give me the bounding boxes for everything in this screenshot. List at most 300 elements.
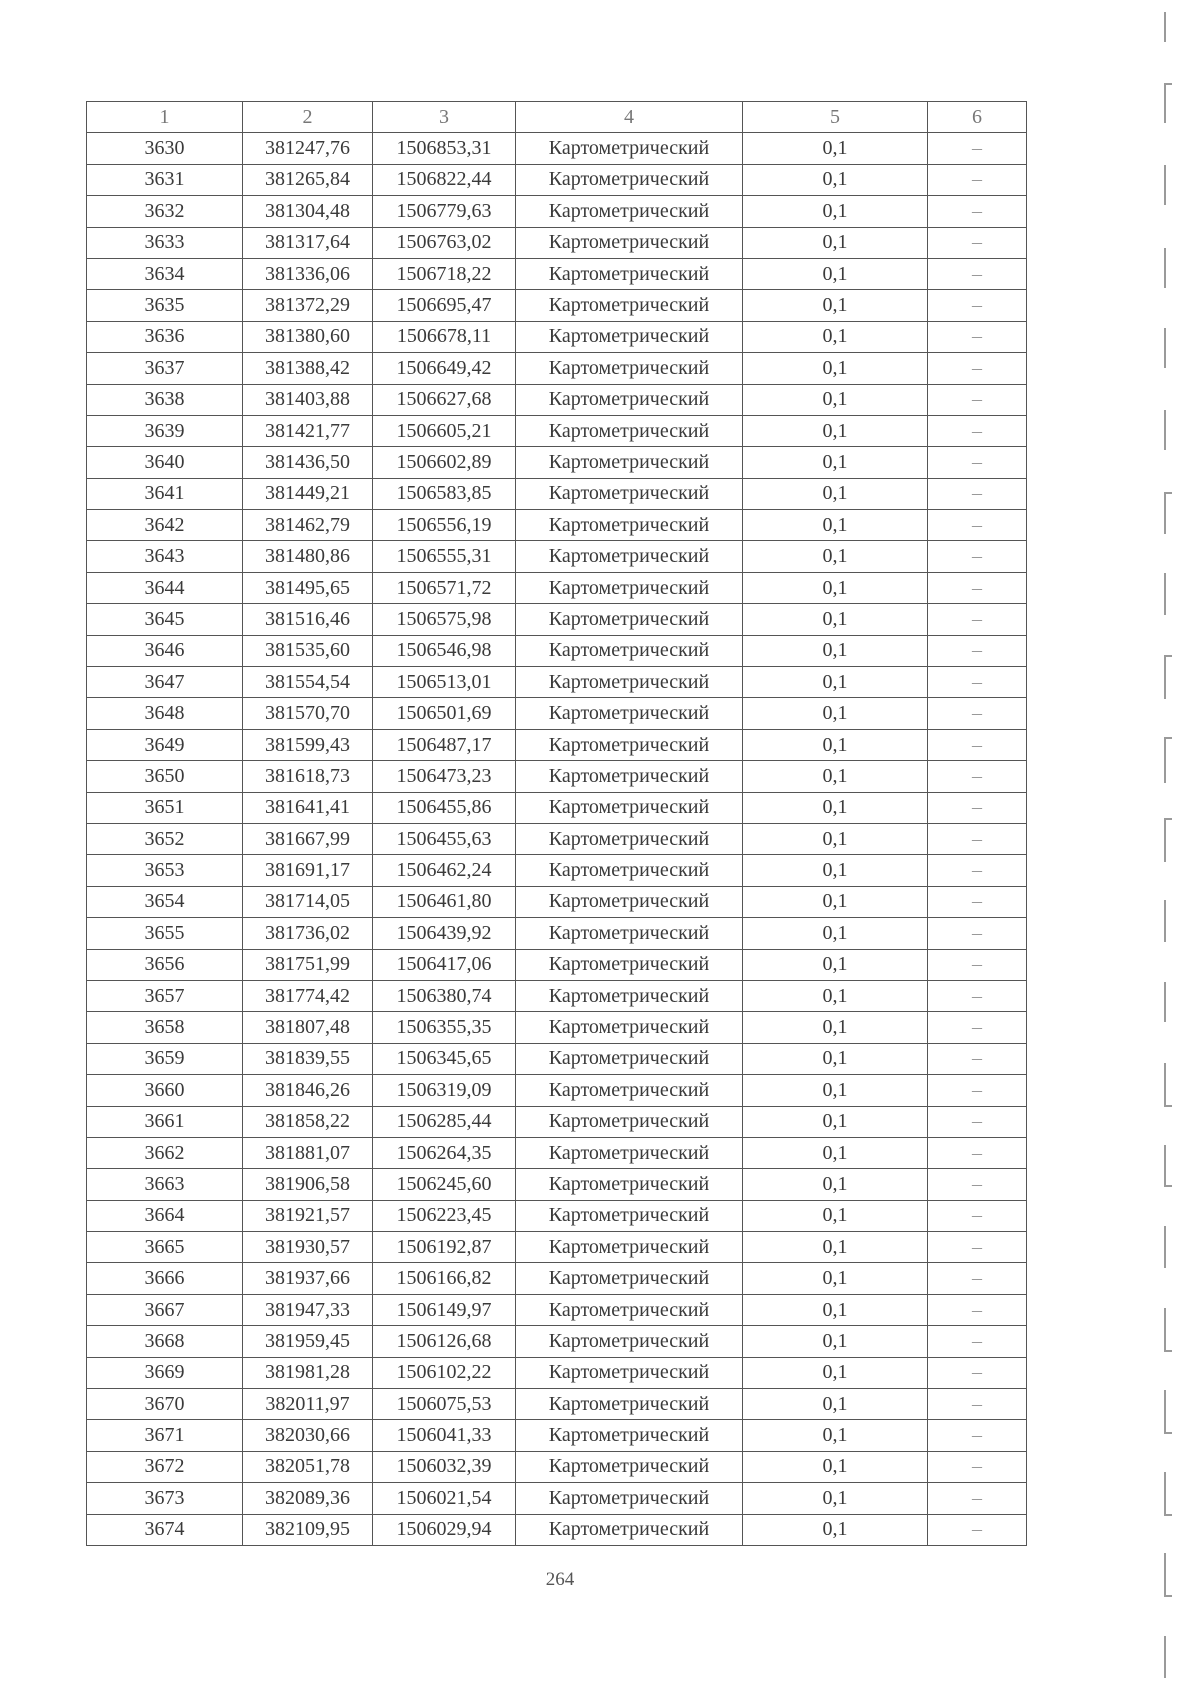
x-coordinate-cell: 381535,60 [243, 635, 373, 666]
accuracy-cell: 0,1 [743, 196, 928, 227]
margin-mark [1164, 1553, 1172, 1597]
table-row [87, 164, 1027, 195]
column-header-1: 1 [87, 102, 243, 133]
y-coordinate-cell: 1506718,22 [373, 258, 516, 289]
method-cell: Картометрический [516, 1451, 743, 1482]
x-coordinate-cell: 381599,43 [243, 729, 373, 760]
accuracy-cell: 0,1 [743, 1200, 928, 1231]
note-cell: – [928, 980, 1027, 1011]
margin-mark [1164, 1145, 1172, 1187]
point-number-cell: 3632 [87, 196, 243, 227]
note-cell: – [928, 949, 1027, 980]
table-row [87, 1012, 1027, 1043]
note-cell: – [928, 384, 1027, 415]
y-coordinate-cell: 1506032,39 [373, 1451, 516, 1482]
method-cell: Картометрический [516, 792, 743, 823]
note-cell: – [928, 227, 1027, 258]
x-coordinate-cell: 381570,70 [243, 698, 373, 729]
table-row [87, 823, 1027, 854]
table-row [87, 1169, 1027, 1200]
margin-mark [1164, 1472, 1172, 1516]
point-number-cell: 3663 [87, 1169, 243, 1200]
note-cell: – [928, 447, 1027, 478]
method-cell: Картометрический [516, 1169, 743, 1200]
column-header-2: 2 [243, 102, 373, 133]
point-number-cell: 3648 [87, 698, 243, 729]
margin-mark [1164, 1636, 1172, 1678]
table-row [87, 290, 1027, 321]
table-row [87, 133, 1027, 164]
table-row [87, 478, 1027, 509]
accuracy-cell: 0,1 [743, 447, 928, 478]
point-number-cell: 3640 [87, 447, 243, 478]
note-cell: – [928, 478, 1027, 509]
point-number-cell: 3639 [87, 415, 243, 446]
accuracy-cell: 0,1 [743, 1169, 928, 1200]
point-number-cell: 3636 [87, 321, 243, 352]
table-row [87, 1389, 1027, 1420]
x-coordinate-cell: 382030,66 [243, 1420, 373, 1451]
method-cell: Картометрический [516, 321, 743, 352]
y-coordinate-cell: 1506853,31 [373, 133, 516, 164]
method-cell: Картометрический [516, 290, 743, 321]
method-cell: Картометрический [516, 1420, 743, 1451]
table-row [87, 635, 1027, 666]
margin-mark [1164, 410, 1172, 450]
margin-mark [1164, 982, 1172, 1022]
margin-mark [1164, 83, 1172, 123]
y-coordinate-cell: 1506649,42 [373, 353, 516, 384]
y-coordinate-cell: 1506556,19 [373, 510, 516, 541]
table-row [87, 1326, 1027, 1357]
method-cell: Картометрический [516, 541, 743, 572]
y-coordinate-cell: 1506417,06 [373, 949, 516, 980]
note-cell: – [928, 1137, 1027, 1168]
accuracy-cell: 0,1 [743, 1326, 928, 1357]
margin-mark [1164, 1063, 1172, 1107]
point-number-cell: 3644 [87, 572, 243, 603]
table-header-row [87, 102, 1027, 133]
accuracy-cell: 0,1 [743, 572, 928, 603]
margin-mark [1164, 248, 1172, 288]
note-cell: – [928, 353, 1027, 384]
method-cell: Картометрический [516, 823, 743, 854]
x-coordinate-cell: 381641,41 [243, 792, 373, 823]
point-number-cell: 3633 [87, 227, 243, 258]
table-row [87, 1263, 1027, 1294]
y-coordinate-cell: 1506627,68 [373, 384, 516, 415]
y-coordinate-cell: 1506345,65 [373, 1043, 516, 1074]
x-coordinate-cell: 381317,64 [243, 227, 373, 258]
point-number-cell: 3654 [87, 886, 243, 917]
x-coordinate-cell: 381462,79 [243, 510, 373, 541]
accuracy-cell: 0,1 [743, 1012, 928, 1043]
y-coordinate-cell: 1506822,44 [373, 164, 516, 195]
accuracy-cell: 0,1 [743, 1106, 928, 1137]
note-cell: – [928, 635, 1027, 666]
point-number-cell: 3651 [87, 792, 243, 823]
y-coordinate-cell: 1506126,68 [373, 1326, 516, 1357]
point-number-cell: 3667 [87, 1294, 243, 1325]
y-coordinate-cell: 1506223,45 [373, 1200, 516, 1231]
x-coordinate-cell: 381421,77 [243, 415, 373, 446]
x-coordinate-cell: 381436,50 [243, 447, 373, 478]
accuracy-cell: 0,1 [743, 1451, 928, 1482]
note-cell: – [928, 1106, 1027, 1137]
note-cell: – [928, 1483, 1027, 1514]
table-row [87, 698, 1027, 729]
note-cell: – [928, 1043, 1027, 1074]
table-body [87, 133, 1027, 1546]
point-number-cell: 3638 [87, 384, 243, 415]
note-cell: – [928, 1389, 1027, 1420]
table-row [87, 353, 1027, 384]
x-coordinate-cell: 381774,42 [243, 980, 373, 1011]
margin-mark [1164, 12, 1172, 42]
x-coordinate-cell: 381449,21 [243, 478, 373, 509]
accuracy-cell: 0,1 [743, 761, 928, 792]
point-number-cell: 3657 [87, 980, 243, 1011]
table-row [87, 510, 1027, 541]
method-cell: Картометрический [516, 1483, 743, 1514]
table-row [87, 1294, 1027, 1325]
y-coordinate-cell: 1506149,97 [373, 1294, 516, 1325]
y-coordinate-cell: 1506075,53 [373, 1389, 516, 1420]
accuracy-cell: 0,1 [743, 886, 928, 917]
point-number-cell: 3669 [87, 1357, 243, 1388]
method-cell: Картометрический [516, 1012, 743, 1043]
y-coordinate-cell: 1506605,21 [373, 415, 516, 446]
method-cell: Картометрический [516, 949, 743, 980]
point-number-cell: 3660 [87, 1075, 243, 1106]
x-coordinate-cell: 381981,28 [243, 1357, 373, 1388]
note-cell: – [928, 729, 1027, 760]
note-cell: – [928, 196, 1027, 227]
method-cell: Картометрический [516, 604, 743, 635]
point-number-cell: 3634 [87, 258, 243, 289]
method-cell: Картометрический [516, 1294, 743, 1325]
y-coordinate-cell: 1506555,31 [373, 541, 516, 572]
y-coordinate-cell: 1506678,11 [373, 321, 516, 352]
margin-mark [1164, 818, 1172, 862]
note-cell: – [928, 1451, 1027, 1482]
y-coordinate-cell: 1506264,35 [373, 1137, 516, 1168]
note-cell: – [928, 164, 1027, 195]
x-coordinate-cell: 381380,60 [243, 321, 373, 352]
x-coordinate-cell: 381937,66 [243, 1263, 373, 1294]
y-coordinate-cell: 1506487,17 [373, 729, 516, 760]
x-coordinate-cell: 381736,02 [243, 918, 373, 949]
accuracy-cell: 0,1 [743, 729, 928, 760]
accuracy-cell: 0,1 [743, 1294, 928, 1325]
margin-mark [1164, 492, 1172, 534]
y-coordinate-cell: 1506462,24 [373, 855, 516, 886]
note-cell: – [928, 572, 1027, 603]
method-cell: Картометрический [516, 698, 743, 729]
method-cell: Картометрический [516, 447, 743, 478]
note-cell: – [928, 415, 1027, 446]
method-cell: Картометрический [516, 1106, 743, 1137]
table-row [87, 415, 1027, 446]
accuracy-cell: 0,1 [743, 667, 928, 698]
x-coordinate-cell: 381846,26 [243, 1075, 373, 1106]
y-coordinate-cell: 1506166,82 [373, 1263, 516, 1294]
method-cell: Картометрический [516, 980, 743, 1011]
table-row [87, 949, 1027, 980]
x-coordinate-cell: 382051,78 [243, 1451, 373, 1482]
coordinates-table [86, 101, 1027, 1546]
y-coordinate-cell: 1506461,80 [373, 886, 516, 917]
note-cell: – [928, 1420, 1027, 1451]
x-coordinate-cell: 381403,88 [243, 384, 373, 415]
y-coordinate-cell: 1506513,01 [373, 667, 516, 698]
note-cell: – [928, 1169, 1027, 1200]
y-coordinate-cell: 1506575,98 [373, 604, 516, 635]
point-number-cell: 3658 [87, 1012, 243, 1043]
table-row [87, 667, 1027, 698]
point-number-cell: 3671 [87, 1420, 243, 1451]
note-cell: – [928, 1514, 1027, 1545]
x-coordinate-cell: 381691,17 [243, 855, 373, 886]
accuracy-cell: 0,1 [743, 1483, 928, 1514]
method-cell: Картометрический [516, 1389, 743, 1420]
point-number-cell: 3647 [87, 667, 243, 698]
x-coordinate-cell: 381304,48 [243, 196, 373, 227]
method-cell: Картометрический [516, 635, 743, 666]
point-number-cell: 3668 [87, 1326, 243, 1357]
table-row [87, 1075, 1027, 1106]
x-coordinate-cell: 381714,05 [243, 886, 373, 917]
method-cell: Картометрический [516, 1043, 743, 1074]
x-coordinate-cell: 382109,95 [243, 1514, 373, 1545]
y-coordinate-cell: 1506102,22 [373, 1357, 516, 1388]
point-number-cell: 3643 [87, 541, 243, 572]
y-coordinate-cell: 1506546,98 [373, 635, 516, 666]
margin-mark [1164, 328, 1172, 368]
point-number-cell: 3630 [87, 133, 243, 164]
table-row [87, 1420, 1027, 1451]
note-cell: – [928, 855, 1027, 886]
method-cell: Картометрический [516, 415, 743, 446]
y-coordinate-cell: 1506695,47 [373, 290, 516, 321]
point-number-cell: 3674 [87, 1514, 243, 1545]
point-number-cell: 3656 [87, 949, 243, 980]
column-header-4: 4 [516, 102, 743, 133]
method-cell: Картометрический [516, 196, 743, 227]
note-cell: – [928, 321, 1027, 352]
accuracy-cell: 0,1 [743, 1514, 928, 1545]
table-row [87, 1106, 1027, 1137]
accuracy-cell: 0,1 [743, 1043, 928, 1074]
x-coordinate-cell: 381881,07 [243, 1137, 373, 1168]
accuracy-cell: 0,1 [743, 1075, 928, 1106]
point-number-cell: 3662 [87, 1137, 243, 1168]
method-cell: Картометрический [516, 510, 743, 541]
accuracy-cell: 0,1 [743, 698, 928, 729]
method-cell: Картометрический [516, 1326, 743, 1357]
point-number-cell: 3635 [87, 290, 243, 321]
table-row [87, 196, 1027, 227]
method-cell: Картометрический [516, 918, 743, 949]
y-coordinate-cell: 1506455,63 [373, 823, 516, 854]
note-cell: – [928, 604, 1027, 635]
table-row [87, 1514, 1027, 1545]
point-number-cell: 3661 [87, 1106, 243, 1137]
x-coordinate-cell: 381265,84 [243, 164, 373, 195]
note-cell: – [928, 667, 1027, 698]
method-cell: Картометрический [516, 227, 743, 258]
point-number-cell: 3670 [87, 1389, 243, 1420]
note-cell: – [928, 133, 1027, 164]
point-number-cell: 3652 [87, 823, 243, 854]
x-coordinate-cell: 381858,22 [243, 1106, 373, 1137]
x-coordinate-cell: 381959,45 [243, 1326, 373, 1357]
note-cell: – [928, 290, 1027, 321]
note-cell: – [928, 1232, 1027, 1263]
method-cell: Картометрический [516, 1137, 743, 1168]
y-coordinate-cell: 1506245,60 [373, 1169, 516, 1200]
accuracy-cell: 0,1 [743, 258, 928, 289]
accuracy-cell: 0,1 [743, 635, 928, 666]
table-row [87, 980, 1027, 1011]
y-coordinate-cell: 1506192,87 [373, 1232, 516, 1263]
point-number-cell: 3645 [87, 604, 243, 635]
x-coordinate-cell: 381839,55 [243, 1043, 373, 1074]
method-cell: Картометрический [516, 164, 743, 195]
accuracy-cell: 0,1 [743, 415, 928, 446]
note-cell: – [928, 698, 1027, 729]
point-number-cell: 3659 [87, 1043, 243, 1074]
note-cell: – [928, 541, 1027, 572]
table-row [87, 1483, 1027, 1514]
x-coordinate-cell: 381618,73 [243, 761, 373, 792]
note-cell: – [928, 1075, 1027, 1106]
method-cell: Картометрический [516, 886, 743, 917]
table-row [87, 1137, 1027, 1168]
table-row [87, 1357, 1027, 1388]
accuracy-cell: 0,1 [743, 918, 928, 949]
point-number-cell: 3649 [87, 729, 243, 760]
margin-mark [1164, 655, 1172, 699]
accuracy-cell: 0,1 [743, 384, 928, 415]
method-cell: Картометрический [516, 729, 743, 760]
point-number-cell: 3631 [87, 164, 243, 195]
y-coordinate-cell: 1506501,69 [373, 698, 516, 729]
margin-mark [1164, 1308, 1172, 1352]
accuracy-cell: 0,1 [743, 1232, 928, 1263]
column-header-3: 3 [373, 102, 516, 133]
method-cell: Картометрический [516, 1263, 743, 1294]
x-coordinate-cell: 381372,29 [243, 290, 373, 321]
x-coordinate-cell: 381554,54 [243, 667, 373, 698]
margin-mark [1164, 737, 1172, 783]
note-cell: – [928, 1012, 1027, 1043]
table-row [87, 321, 1027, 352]
point-number-cell: 3665 [87, 1232, 243, 1263]
accuracy-cell: 0,1 [743, 949, 928, 980]
point-number-cell: 3664 [87, 1200, 243, 1231]
y-coordinate-cell: 1506571,72 [373, 572, 516, 603]
accuracy-cell: 0,1 [743, 1389, 928, 1420]
accuracy-cell: 0,1 [743, 980, 928, 1011]
point-number-cell: 3653 [87, 855, 243, 886]
x-coordinate-cell: 382089,36 [243, 1483, 373, 1514]
table-row [87, 1451, 1027, 1482]
x-coordinate-cell: 381495,65 [243, 572, 373, 603]
method-cell: Картометрический [516, 1075, 743, 1106]
accuracy-cell: 0,1 [743, 604, 928, 635]
y-coordinate-cell: 1506779,63 [373, 196, 516, 227]
margin-mark [1164, 900, 1172, 942]
margin-mark [1164, 573, 1172, 615]
point-number-cell: 3641 [87, 478, 243, 509]
margin-mark [1164, 1390, 1172, 1434]
method-cell: Картометрический [516, 667, 743, 698]
table-row [87, 384, 1027, 415]
x-coordinate-cell: 381480,86 [243, 541, 373, 572]
method-cell: Картометрический [516, 1357, 743, 1388]
x-coordinate-cell: 381921,57 [243, 1200, 373, 1231]
y-coordinate-cell: 1506473,23 [373, 761, 516, 792]
method-cell: Картометрический [516, 353, 743, 384]
note-cell: – [928, 1200, 1027, 1231]
method-cell: Картометрический [516, 258, 743, 289]
x-coordinate-cell: 381807,48 [243, 1012, 373, 1043]
note-cell: – [928, 1326, 1027, 1357]
accuracy-cell: 0,1 [743, 510, 928, 541]
y-coordinate-cell: 1506380,74 [373, 980, 516, 1011]
method-cell: Картометрический [516, 855, 743, 886]
accuracy-cell: 0,1 [743, 290, 928, 321]
y-coordinate-cell: 1506319,09 [373, 1075, 516, 1106]
table-row [87, 604, 1027, 635]
method-cell: Картометрический [516, 384, 743, 415]
x-coordinate-cell: 381667,99 [243, 823, 373, 854]
y-coordinate-cell: 1506029,94 [373, 1514, 516, 1545]
table-row [87, 541, 1027, 572]
x-coordinate-cell: 381947,33 [243, 1294, 373, 1325]
point-number-cell: 3646 [87, 635, 243, 666]
y-coordinate-cell: 1506439,92 [373, 918, 516, 949]
method-cell: Картометрический [516, 133, 743, 164]
accuracy-cell: 0,1 [743, 1357, 928, 1388]
y-coordinate-cell: 1506355,35 [373, 1012, 516, 1043]
table-row [87, 1232, 1027, 1263]
page-number: 264 [545, 1569, 575, 1590]
note-cell: – [928, 761, 1027, 792]
note-cell: – [928, 1294, 1027, 1325]
table-row [87, 447, 1027, 478]
column-header-5: 5 [743, 102, 928, 133]
accuracy-cell: 0,1 [743, 541, 928, 572]
point-number-cell: 3642 [87, 510, 243, 541]
table-row [87, 792, 1027, 823]
binding-margin-marks [1150, 0, 1200, 1698]
note-cell: – [928, 823, 1027, 854]
accuracy-cell: 0,1 [743, 321, 928, 352]
note-cell: – [928, 792, 1027, 823]
note-cell: – [928, 886, 1027, 917]
table-row [87, 918, 1027, 949]
method-cell: Картометрический [516, 1200, 743, 1231]
table-row [87, 227, 1027, 258]
accuracy-cell: 0,1 [743, 1420, 928, 1451]
y-coordinate-cell: 1506021,54 [373, 1483, 516, 1514]
x-coordinate-cell: 381247,76 [243, 133, 373, 164]
accuracy-cell: 0,1 [743, 1137, 928, 1168]
method-cell: Картометрический [516, 572, 743, 603]
point-number-cell: 3650 [87, 761, 243, 792]
